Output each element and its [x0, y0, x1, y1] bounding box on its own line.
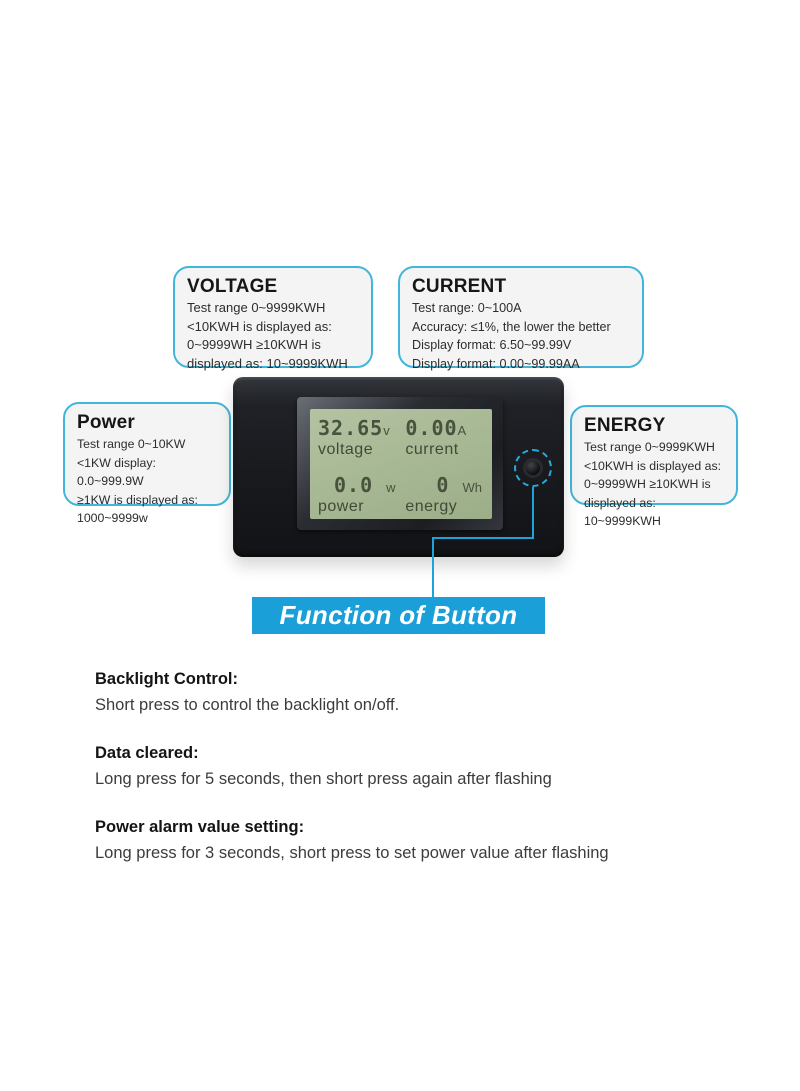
- callout-voltage-line: Test range 0~9999KWH: [187, 300, 326, 315]
- callout-current-line: Test range: 0~100A: [412, 301, 522, 315]
- callout-voltage-line: displayed as: 10~9999KWH: [187, 355, 348, 371]
- callout-power: [63, 402, 231, 525]
- callout-energy-line: displayed as: 10~9999KWH: [584, 495, 661, 528]
- instruction-backlight: [95, 666, 725, 718]
- power-label: power: [318, 498, 365, 515]
- voltage-label: voltage: [318, 441, 374, 458]
- power-meter-device: [233, 377, 564, 557]
- instruction-body: Long press for 3 seconds, short press to set power value after flashing: [95, 844, 609, 862]
- callout-power-line: <1KW display: 0.0~999.9W: [77, 455, 156, 488]
- button-instructions: [95, 666, 725, 888]
- instruction-body: Long press for 5 seconds, then short press again after flashing: [95, 770, 552, 788]
- callout-power-line: Test range 0~10KW: [77, 437, 186, 451]
- callout-energy-line: <10KWH is displayed as:: [584, 458, 722, 473]
- connector-line-vertical-to-banner: [432, 537, 434, 598]
- device-button-icon: [526, 461, 540, 475]
- power-value: 0.0 w: [334, 473, 396, 497]
- button-highlight-ring: [514, 449, 552, 487]
- instruction-data-cleared: [95, 740, 725, 792]
- energy-label: energy: [405, 498, 458, 515]
- instruction-body: Short press to control the backlight on/off.: [95, 696, 400, 714]
- instruction-heading: Data cleared:: [95, 744, 199, 762]
- callout-voltage-line: <10KWH is displayed as:: [187, 318, 332, 334]
- callout-current-line: Display format: 0.00~99.99AA: [412, 356, 580, 371]
- current-value: 0.00A: [405, 416, 467, 440]
- callout-voltage-line: 0~9999WH ≥10KWH is: [187, 337, 321, 352]
- connector-line-horizontal: [432, 537, 534, 539]
- callout-current: [398, 266, 644, 371]
- lcd-screen: [310, 409, 492, 519]
- callout-voltage: [173, 266, 373, 371]
- current-label: current: [405, 441, 459, 458]
- callout-energy-title: ENERGY: [584, 415, 666, 436]
- callout-energy-line: 0~9999WH ≥10KWH is: [584, 477, 711, 491]
- callout-current-title: CURRENT: [412, 276, 507, 297]
- voltage-value: 32.65v: [318, 416, 390, 440]
- instruction-heading: Backlight Control:: [95, 670, 238, 688]
- lcd-current-reading: [405, 418, 486, 465]
- callout-power-line: 1000~9999w: [77, 511, 148, 525]
- callout-power-title: Power: [77, 412, 136, 433]
- instruction-heading: Power alarm value setting:: [95, 818, 305, 836]
- instruction-power-alarm: [95, 814, 725, 866]
- callout-energy-line: Test range 0~9999KWH: [584, 440, 715, 454]
- function-of-button-banner: [252, 597, 545, 634]
- callout-current-line: Accuracy: ≤1%, the lower the better: [412, 319, 611, 334]
- callout-current-line: Display format: 6.50~99.99V: [412, 338, 572, 352]
- function-of-button-label: Function of Button: [279, 600, 518, 630]
- lcd-voltage-reading: [318, 418, 405, 465]
- lcd-power-reading: [318, 465, 405, 515]
- callout-voltage-title: VOLTAGE: [187, 276, 278, 297]
- lcd-bezel: [297, 397, 503, 530]
- callout-energy: [570, 405, 738, 528]
- energy-value: 0 Wh: [436, 473, 482, 497]
- callout-power-line: ≥1KW is displayed as:: [77, 492, 198, 507]
- lcd-energy-reading: [405, 465, 486, 515]
- connector-line-vertical-from-button: [532, 487, 534, 539]
